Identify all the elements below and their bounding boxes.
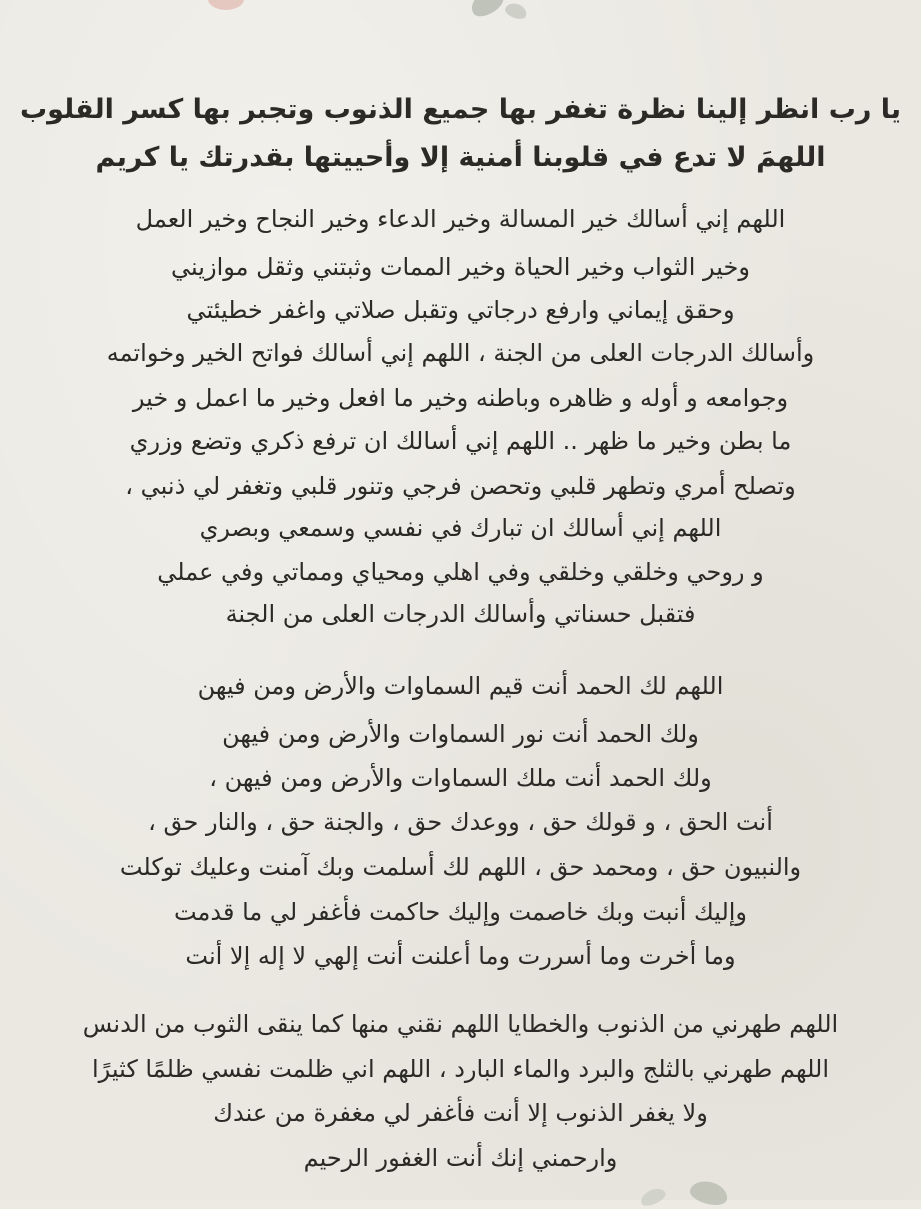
paragraph-line: ولك الحمد أنت نور السماوات والأرض ومن فيهن [222, 720, 699, 748]
paragraph-line: اللهم طهرني بالثلج والبرد والماء البارد ، اللهم اني ظلمت نفسي ظلمًا كثيرًا [91, 1055, 829, 1083]
paragraph-line: وأسالك الدرجات العلى من الجنة ، اللهم إني أسالك فواتح الخير وخواتمه [106, 339, 815, 367]
leaf-decoration [467, 0, 507, 21]
paragraph-line: وارحمني إنك أنت الغفور الرحيم [303, 1144, 618, 1172]
paragraph-line: ما بطن وخير ما ظهر .. اللهم إني أسالك ان ترفع ذكري وتضع وزري [129, 427, 792, 455]
paragraph-line: و روحي وخلقي وخلقي وفي اهلي ومحياي ومماتي وفي عملي [157, 558, 764, 586]
intro-line: يا رب انظر إلينا نظرة تغفر بها جميع الذنوب وتجبر بها كسر القلوب [19, 94, 902, 125]
paragraph-line: فتقبل حسناتي وأسالك الدرجات العلى من الجنة [225, 600, 696, 628]
paragraph-line: وما أخرت وما أسررت وما أعلنت أنت إلهي لا إله إلا أنت [185, 942, 736, 970]
paragraph-line: اللهم إني أسالك خير المسالة وخير الدعاء وخير النجاح وخير العمل [135, 205, 786, 233]
paragraph-line: وخير الثواب وخير الحياة وخير الممات وثبتني وثقل موازيني [171, 253, 750, 281]
leaf-decoration [638, 1185, 667, 1209]
paragraph-line: وجوامعه و أوله و ظاهره وباطنه وخير ما افعل وخير ما اعمل و خير [132, 384, 789, 412]
paragraph-line: والنبيون حق ، ومحمد حق ، اللهم لك أسلمت وبك آمنت وعليك توكلت [119, 853, 802, 881]
paragraph-line: اللهم طهرني من الذنوب والخطايا اللهم نقني منها كما ينقى الثوب من الدنس [82, 1010, 839, 1038]
leaf-decoration [503, 1, 528, 22]
paragraph-line: وحقق إيماني وارفع درجاتي وتقبل صلاتي واغفر خطيئتي [186, 296, 735, 324]
petal-decoration [208, 0, 244, 10]
paragraph-line: اللهم إني أسالك ان تبارك في نفسي وسمعي وبصري [199, 514, 722, 542]
intro-line: اللهمَ لا تدع في قلوبنا أمنية إلا وأحييتها بقدرتك يا كريم [95, 142, 826, 173]
paragraph-line: اللهم لك الحمد أنت قيم السماوات والأرض ومن فيهن [197, 672, 724, 700]
leaf-decoration [688, 1177, 730, 1208]
paragraph-line: وإليك أنبت وبك خاصمت وإليك حاكمت فأغفر لي ما قدمت [173, 898, 748, 926]
paragraph-line: ولك الحمد أنت ملك السماوات والأرض ومن فيهن ، [209, 764, 712, 792]
paragraph-line: ولا يغفر الذنوب إلا أنت فأغفر لي مغفرة من عندك [213, 1099, 708, 1127]
paragraph-line: وتصلح أمري وتطهر قلبي وتحصن فرجي وتنور قلبي وتغفر لي ذنبي ، [125, 472, 796, 500]
paragraph-line: أنت الحق ، و قولك حق ، ووعدك حق ، والجنة حق ، والنار حق ، [148, 808, 773, 836]
